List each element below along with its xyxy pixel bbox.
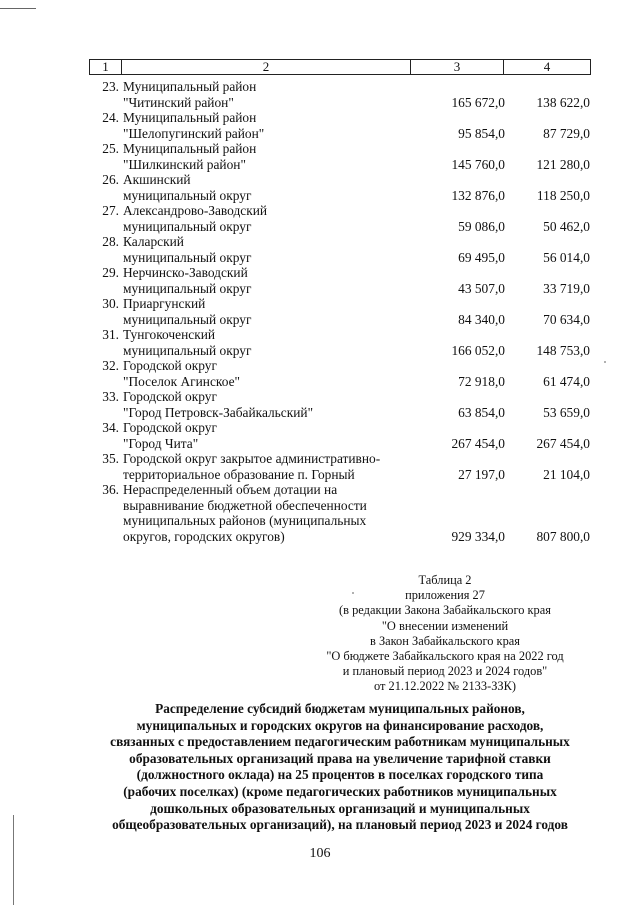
- value-2023: 132 876,0: [451, 187, 505, 203]
- row-name-line: Александрово-Заводский: [123, 203, 268, 218]
- value-2024: 61 474,0: [543, 373, 590, 389]
- row-name: [119, 203, 411, 234]
- table-caption: [280, 573, 610, 695]
- value-2024: 33 719,0: [543, 280, 590, 296]
- row-name-line: "Читинский район": [123, 94, 234, 110]
- title-line: дошкольных образовательных организаций и муниципальных: [150, 800, 530, 816]
- row-name-line: Городской округ: [123, 420, 217, 435]
- row-name: [119, 110, 411, 141]
- caption-line: и плановый период 2023 и 2024 годов": [342, 664, 548, 679]
- row-name-line: муниципальный округ: [123, 311, 252, 327]
- row-name: [119, 79, 411, 110]
- caption-line: приложения 27: [405, 588, 485, 603]
- value-2023: 84 340,0: [458, 311, 505, 327]
- row-name: [119, 389, 411, 420]
- table-row: [89, 79, 590, 110]
- value-2024: 807 800,0: [536, 528, 590, 544]
- row-number: 33.: [102, 389, 119, 404]
- value-2023: 929 334,0: [451, 528, 505, 544]
- row-name-line: "Город Чита": [123, 435, 199, 451]
- value-2023: 69 495,0: [458, 249, 505, 265]
- row-name: [119, 451, 411, 482]
- row-name-line: Городской округ закрытое административно-: [123, 451, 381, 466]
- table-row: [89, 451, 590, 482]
- scan-speck: [604, 361, 606, 363]
- row-name-line: Нераспределенный объем дотации на: [123, 482, 338, 497]
- caption-line: в Закон Забайкальского края: [370, 633, 520, 648]
- row-name-line: выравнивание бюджетной обеспеченности: [123, 497, 367, 513]
- row-name-line: Каларский: [123, 234, 184, 249]
- row-name: [119, 296, 411, 327]
- value-2023: 267 454,0: [451, 435, 505, 451]
- row-name-line: Муниципальный район: [123, 79, 257, 94]
- row-name: [119, 172, 411, 203]
- value-2024: 50 462,0: [543, 218, 590, 234]
- row-number: 25.: [102, 141, 119, 156]
- value-2023: 63 854,0: [458, 404, 505, 420]
- table-row: [89, 172, 590, 203]
- value-2024: 267 454,0: [536, 435, 590, 451]
- row-name-line: Городской округ: [123, 389, 217, 404]
- table-row: [89, 141, 590, 172]
- row-number: 23.: [102, 79, 119, 94]
- value-2024: 70 634,0: [543, 311, 590, 327]
- row-name-line: "Шилкинский район": [123, 156, 246, 172]
- row-name: [119, 265, 411, 296]
- caption-line: Таблица 2: [418, 573, 472, 587]
- row-number: 32.: [102, 358, 119, 373]
- row-number: 28.: [102, 234, 119, 249]
- row-name-line: муниципальный округ: [123, 280, 252, 296]
- value-2024: 121 280,0: [536, 156, 590, 172]
- header-cell: 1: [90, 60, 122, 75]
- row-name-line: муниципальный округ: [123, 342, 252, 358]
- row-name-line: Приаргунский: [123, 296, 206, 311]
- row-name-line: территориальное образование п. Горный: [123, 466, 355, 482]
- row-name-line: "Город Петровск-Забайкальский": [123, 404, 314, 420]
- table-row: [89, 234, 590, 265]
- value-2023: 59 086,0: [458, 218, 505, 234]
- value-2024: 53 659,0: [543, 404, 590, 420]
- row-name-line: муниципальный округ: [123, 249, 252, 265]
- title-line: (должностного оклада) на 25 процентов в поселках городского типа: [136, 767, 544, 783]
- row-name-line: Тунгокоченский: [123, 327, 216, 342]
- row-name-line: муниципальный округ: [123, 218, 252, 234]
- table-row: [89, 296, 590, 327]
- title-line: Распределение субсидий бюджетам муниципальных районов,: [155, 701, 525, 716]
- page-number: 106: [309, 846, 331, 861]
- row-number: 26.: [102, 172, 119, 187]
- value-2023: 166 052,0: [451, 342, 505, 358]
- caption-line: (в редакции Закона Забайкальского края: [339, 603, 551, 618]
- value-2023: 95 854,0: [458, 125, 505, 141]
- caption-line: "О бюджете Забайкальского края на 2022 год: [326, 649, 564, 664]
- value-2024: 138 622,0: [536, 94, 590, 110]
- row-name-line: Муниципальный район: [123, 141, 257, 156]
- table-row: [89, 420, 590, 451]
- value-2023: 27 197,0: [458, 466, 505, 482]
- value-2023: 165 672,0: [451, 94, 505, 110]
- row-number: 36.: [102, 482, 119, 497]
- row-name-line: Муниципальный район: [123, 110, 257, 125]
- table-row: [89, 482, 590, 544]
- row-name-line: муниципальный округ: [123, 187, 252, 203]
- row-name: [119, 420, 411, 451]
- table-row: [89, 265, 590, 296]
- row-name-line: "Шелопугинский район": [123, 125, 265, 141]
- row-number: 24.: [102, 110, 119, 125]
- value-2024: 148 753,0: [536, 342, 590, 358]
- row-number: 35.: [102, 451, 119, 466]
- table-row: [89, 327, 590, 358]
- row-name-line: Городской округ: [123, 358, 217, 373]
- row-name-line: Акшинский: [123, 172, 191, 187]
- row-number: 27.: [102, 203, 119, 218]
- row-name-line: муниципальных районов (муниципальных: [123, 513, 367, 528]
- title-line: (рабочих поселках) (кроме педагогических работников муниципальных: [123, 783, 557, 799]
- table-row: [89, 110, 590, 141]
- table-row: [89, 203, 590, 234]
- section-title: [70, 701, 610, 834]
- title-line: общеобразовательных организаций), на плановый период 2023 и 2024 годов: [112, 817, 568, 833]
- title-line: образовательных организаций права на увеличение тарифной ставки: [129, 750, 551, 766]
- value-2024: 21 104,0: [543, 466, 590, 482]
- value-2023: 145 760,0: [451, 156, 505, 172]
- row-number: 34.: [102, 420, 119, 435]
- table-row: [89, 358, 590, 389]
- scan-artifact-line: [0, 8, 36, 9]
- table-header: [89, 59, 591, 75]
- value-2024: 87 729,0: [543, 125, 590, 141]
- row-name: [119, 482, 411, 544]
- title-line: связанных с предоставлением педагогическим работникам муниципальных: [110, 734, 570, 750]
- row-number: 31.: [102, 327, 119, 342]
- row-name: [119, 234, 411, 265]
- row-name: [119, 327, 411, 358]
- row-number: 29.: [102, 265, 119, 280]
- caption-line: "О внесении изменений: [381, 618, 509, 633]
- row-name: [119, 141, 411, 172]
- title-line: муниципальных и городских округов на финансирование расходов,: [136, 717, 544, 733]
- row-name-line: округов, городских округов): [123, 528, 285, 544]
- row-name: [119, 358, 411, 389]
- value-2023: 43 507,0: [458, 280, 505, 296]
- value-2023: 72 918,0: [458, 373, 505, 389]
- row-name-line: Нерчинско-Заводский: [123, 265, 248, 280]
- caption-line: от 21.12.2022 № 2133-ЗЗК): [373, 679, 517, 694]
- table-body: [89, 79, 590, 544]
- value-2024: 118 250,0: [536, 187, 590, 203]
- header-cell: 4: [504, 60, 591, 75]
- value-2024: 56 014,0: [543, 249, 590, 265]
- header-cell: 3: [411, 60, 504, 75]
- table-row: [89, 389, 590, 420]
- header-cell: 2: [122, 60, 411, 75]
- row-name-line: "Поселок Агинское": [123, 373, 240, 389]
- row-number: 30.: [102, 296, 119, 311]
